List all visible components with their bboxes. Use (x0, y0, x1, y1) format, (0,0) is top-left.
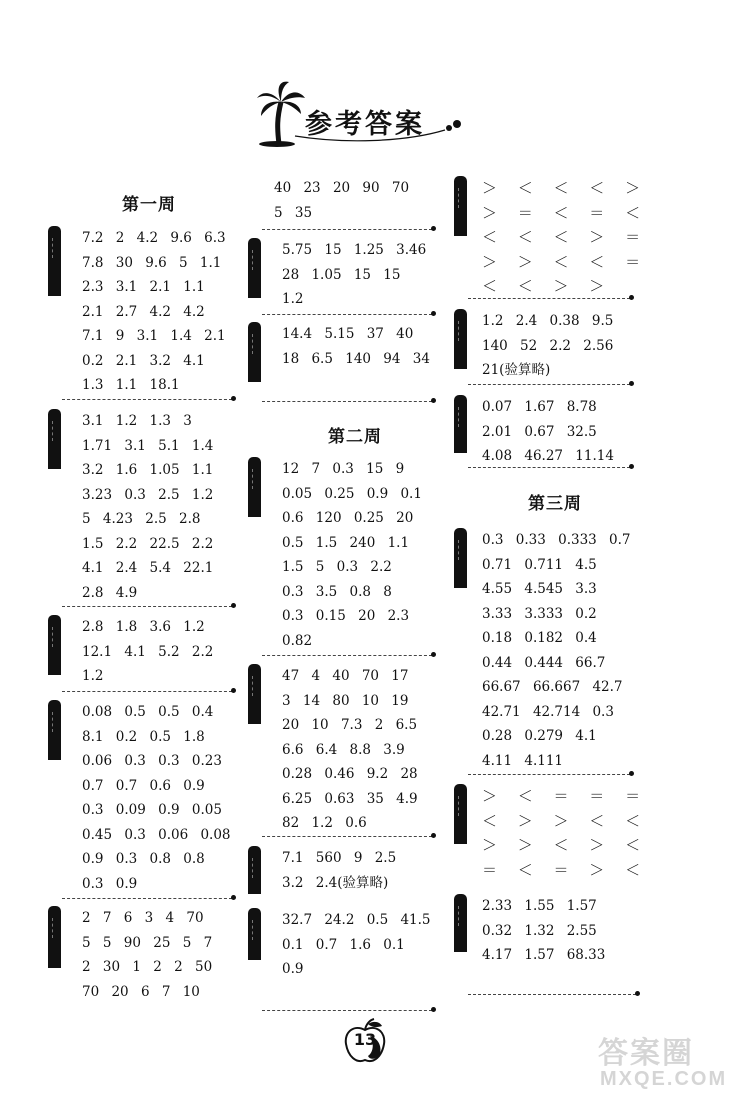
answer-row: 21(验算略) (482, 362, 551, 378)
answer-rows (282, 664, 418, 836)
answer-row: 5.75 15 1.25 3.46 (282, 242, 427, 258)
answer-row: 3.2 2.4(验算略) (282, 874, 389, 891)
comparison-row: ＜ ＜ ＞ ＞ (482, 277, 606, 295)
answer-rows (82, 409, 213, 605)
divider (62, 898, 232, 899)
title-banner (255, 78, 470, 148)
answer-row: 0.28 0.279 4.1 (482, 728, 597, 744)
answer-row: 7.8 30 9.6 5 1.1 (82, 254, 222, 271)
exercise-tab (248, 908, 261, 960)
answer-row: 2.8 1.8 3.6 1.2 (82, 619, 205, 635)
answer-row: 2.33 1.55 1.57 (482, 898, 597, 914)
answer-row: 2 30 1 2 2 50 (82, 959, 213, 975)
answer-rows (482, 309, 613, 383)
exercise-tab (48, 409, 61, 469)
answer-row: 0.06 0.3 0.3 0.23 (82, 753, 222, 769)
week-1-heading: 第一周 (122, 195, 176, 215)
answer-row: 1.2 2.4 0.38 9.5 (482, 313, 614, 329)
answer-row: 6.6 6.4 8.8 3.9 (282, 741, 405, 758)
answer-row: 3.2 1.6 1.05 1.1 (82, 462, 214, 478)
exercise-tab (454, 894, 467, 952)
answer-rows (282, 238, 426, 312)
watermark-bottom: MXQE.COM (600, 1068, 728, 1090)
answer-row: 0.2 2.1 3.2 4.1 (82, 352, 205, 369)
divider (262, 401, 432, 402)
divider (468, 467, 630, 468)
exercise-tab (248, 238, 261, 298)
answer-rows (82, 906, 212, 1004)
divider (62, 606, 232, 607)
answer-row: 8.1 0.2 0.5 1.8 (82, 728, 205, 745)
answer-row: 0.3 0.9 (82, 875, 138, 892)
watermark-top: 答案圈 (598, 1036, 694, 1071)
answer-row: 2.1 2.7 4.2 4.2 (82, 303, 205, 320)
page-title: 参考答案 (305, 109, 425, 140)
answer-row: 0.3 0.33 0.333 0.7 (482, 532, 631, 548)
answer-rows (482, 395, 614, 469)
exercise-tab (248, 846, 261, 894)
exercise-tab (48, 700, 61, 760)
page-number-badge (340, 1016, 390, 1066)
answer-row: 4.17 1.57 68.33 (482, 947, 606, 963)
exercise-tab (48, 906, 61, 968)
comparison-row: ＞ ＝ ＜ ＝ ＜ (482, 203, 642, 222)
answer-row: 0.71 0.711 4.5 (482, 556, 597, 573)
answer-row: 2 7 6 3 4 70 (82, 910, 204, 926)
answer-rows (482, 894, 605, 968)
comparison-row: ＞ ＞ ＜ ＜ ＝ (482, 252, 642, 271)
answer-row: 47 4 40 70 17 (282, 668, 409, 684)
exercise-tab (454, 309, 467, 369)
exercise-tab (454, 395, 467, 453)
answer-rows (82, 700, 231, 896)
divider (468, 994, 636, 995)
exercise-tab (48, 615, 61, 675)
answer-row: 82 1.2 0.6 (282, 815, 367, 831)
divider (62, 399, 232, 400)
answer-row: 4.11 4.111 (482, 752, 563, 769)
answer-row: 1.71 3.1 5.1 1.4 (82, 437, 214, 454)
comparison-row: ＜ ＞ ＞ ＜ ＜ (482, 811, 642, 830)
answer-row: 1.2 (282, 291, 304, 307)
answer-row: 1.2 (82, 668, 104, 684)
answer-row: 2.01 0.67 32.5 (482, 423, 597, 440)
divider (262, 655, 432, 656)
answer-row: 0.3 0.09 0.9 0.05 (82, 802, 222, 818)
answer-row: 0.3 3.5 0.8 8 (282, 583, 392, 600)
comparison-row: ＝ ＜ ＝ ＞ ＜ (482, 860, 642, 879)
answer-row: 12 7 0.3 15 9 (282, 461, 405, 477)
answer-row: 32.7 24.2 0.5 41.5 (282, 912, 431, 928)
answer-row: 28 1.05 15 15 (282, 266, 401, 283)
answer-rows (274, 176, 409, 225)
divider (262, 314, 432, 315)
answer-rows (82, 615, 213, 689)
comparison-row: ＞ ＜ ＝ ＝ ＝ (482, 787, 642, 805)
answer-row: 0.7 0.7 0.6 0.9 (82, 777, 205, 794)
comparison-row: ＞ ＜ ＜ ＜ ＞ (482, 179, 642, 197)
exercise-tab (248, 664, 261, 724)
answer-row: 0.9 (282, 961, 304, 977)
exercise-tab (454, 176, 467, 236)
title-swoosh (255, 78, 470, 148)
answer-rows (82, 226, 226, 398)
answer-row: 0.32 1.32 2.55 (482, 922, 597, 939)
answer-row: 0.28 0.46 9.2 28 (282, 766, 418, 782)
answer-row: 0.5 1.5 240 1.1 (282, 534, 410, 551)
week-2-heading: 第二周 (328, 427, 382, 447)
answer-row: 0.9 0.3 0.8 0.8 (82, 851, 205, 867)
answer-row: 0.6 120 0.25 20 (282, 510, 414, 526)
answer-rows (282, 322, 430, 371)
answer-row: 0.07 1.67 8.78 (482, 399, 597, 415)
answer-row: 3.33 3.333 0.2 (482, 605, 597, 622)
comparison-row: ＜ ＜ ＜ ＞ ＝ (482, 228, 642, 246)
answer-row: 3 14 80 10 19 (282, 692, 409, 709)
answer-row: 4.55 4.545 3.3 (482, 581, 597, 597)
week-3-heading: 第三周 (528, 494, 582, 514)
answer-rows (482, 176, 641, 299)
answer-row: 12.1 4.1 5.2 2.2 (82, 643, 214, 660)
answer-row: 18 6.5 140 94 34 (282, 350, 430, 367)
answer-row: 0.3 0.15 20 2.3 (282, 608, 410, 624)
answer-row: 42.71 42.714 0.3 (482, 703, 614, 720)
answer-row: 0.1 0.7 1.6 0.1 (282, 936, 405, 953)
answer-row: 3.1 1.2 1.3 3 (82, 413, 192, 429)
divider (468, 384, 630, 385)
answer-row: 14.4 5.15 37 40 (282, 326, 414, 342)
answer-row: 20 10 7.3 2 6.5 (282, 717, 418, 733)
answer-row: 1.3 1.1 18.1 (82, 377, 180, 393)
answer-rows (482, 528, 631, 773)
divider (262, 1010, 432, 1011)
divider (262, 836, 432, 837)
page-number: 13 (353, 1030, 377, 1049)
answer-row: 6.25 0.63 35 4.9 (282, 790, 418, 807)
answer-row: 3.23 0.3 2.5 1.2 (82, 486, 214, 503)
exercise-tab (454, 784, 467, 844)
divider (62, 691, 232, 692)
exercise-tab (248, 322, 261, 382)
answer-row: 5 4.23 2.5 2.8 (82, 511, 201, 527)
answer-rows (282, 908, 431, 982)
watermark (598, 1028, 746, 1096)
answer-row: 2.3 3.1 2.1 1.1 (82, 279, 205, 295)
answer-row: 140 52 2.2 2.56 (482, 337, 614, 354)
answer-row: 40 23 20 90 70 (274, 180, 410, 196)
answer-row: 7.1 560 9 2.5 (282, 850, 397, 866)
answer-rows (482, 784, 641, 882)
answer-row: 0.45 0.3 0.06 0.08 (82, 826, 231, 843)
answer-row: 4.1 2.4 5.4 22.1 (82, 560, 214, 576)
comparison-row: ＞ ＞ ＜ ＞ ＜ (482, 836, 642, 854)
answer-row: 0.05 0.25 0.9 0.1 (282, 485, 422, 502)
answer-row: 5 5 90 25 5 7 (82, 934, 213, 951)
divider (262, 229, 432, 230)
answer-row: 5 35 (274, 204, 313, 221)
answer-row: 1.5 2.2 22.5 2.2 (82, 535, 214, 552)
answer-row: 70 20 6 7 10 (82, 983, 200, 1000)
divider (468, 774, 630, 775)
answer-rows (282, 457, 422, 653)
answer-row: 0.08 0.5 0.5 0.4 (82, 704, 214, 720)
exercise-tab (48, 226, 61, 296)
answer-row: 2.8 4.9 (82, 584, 138, 601)
answer-row: 7.1 9 3.1 1.4 2.1 (82, 328, 226, 344)
answer-row: 0.44 0.444 66.7 (482, 654, 606, 671)
exercise-tab (454, 528, 467, 588)
answer-row: 1.5 5 0.3 2.2 (282, 559, 392, 575)
answer-row: 7.2 2 4.2 9.6 6.3 (82, 230, 226, 246)
answer-rows (282, 846, 396, 895)
exercise-tab (248, 457, 261, 517)
answer-row: 0.82 (282, 632, 313, 649)
divider (468, 298, 630, 299)
answer-row: 0.18 0.182 0.4 (482, 630, 597, 646)
answer-row: 4.08 46.27 11.14 (482, 448, 614, 464)
answer-row: 66.67 66.667 42.7 (482, 679, 623, 695)
